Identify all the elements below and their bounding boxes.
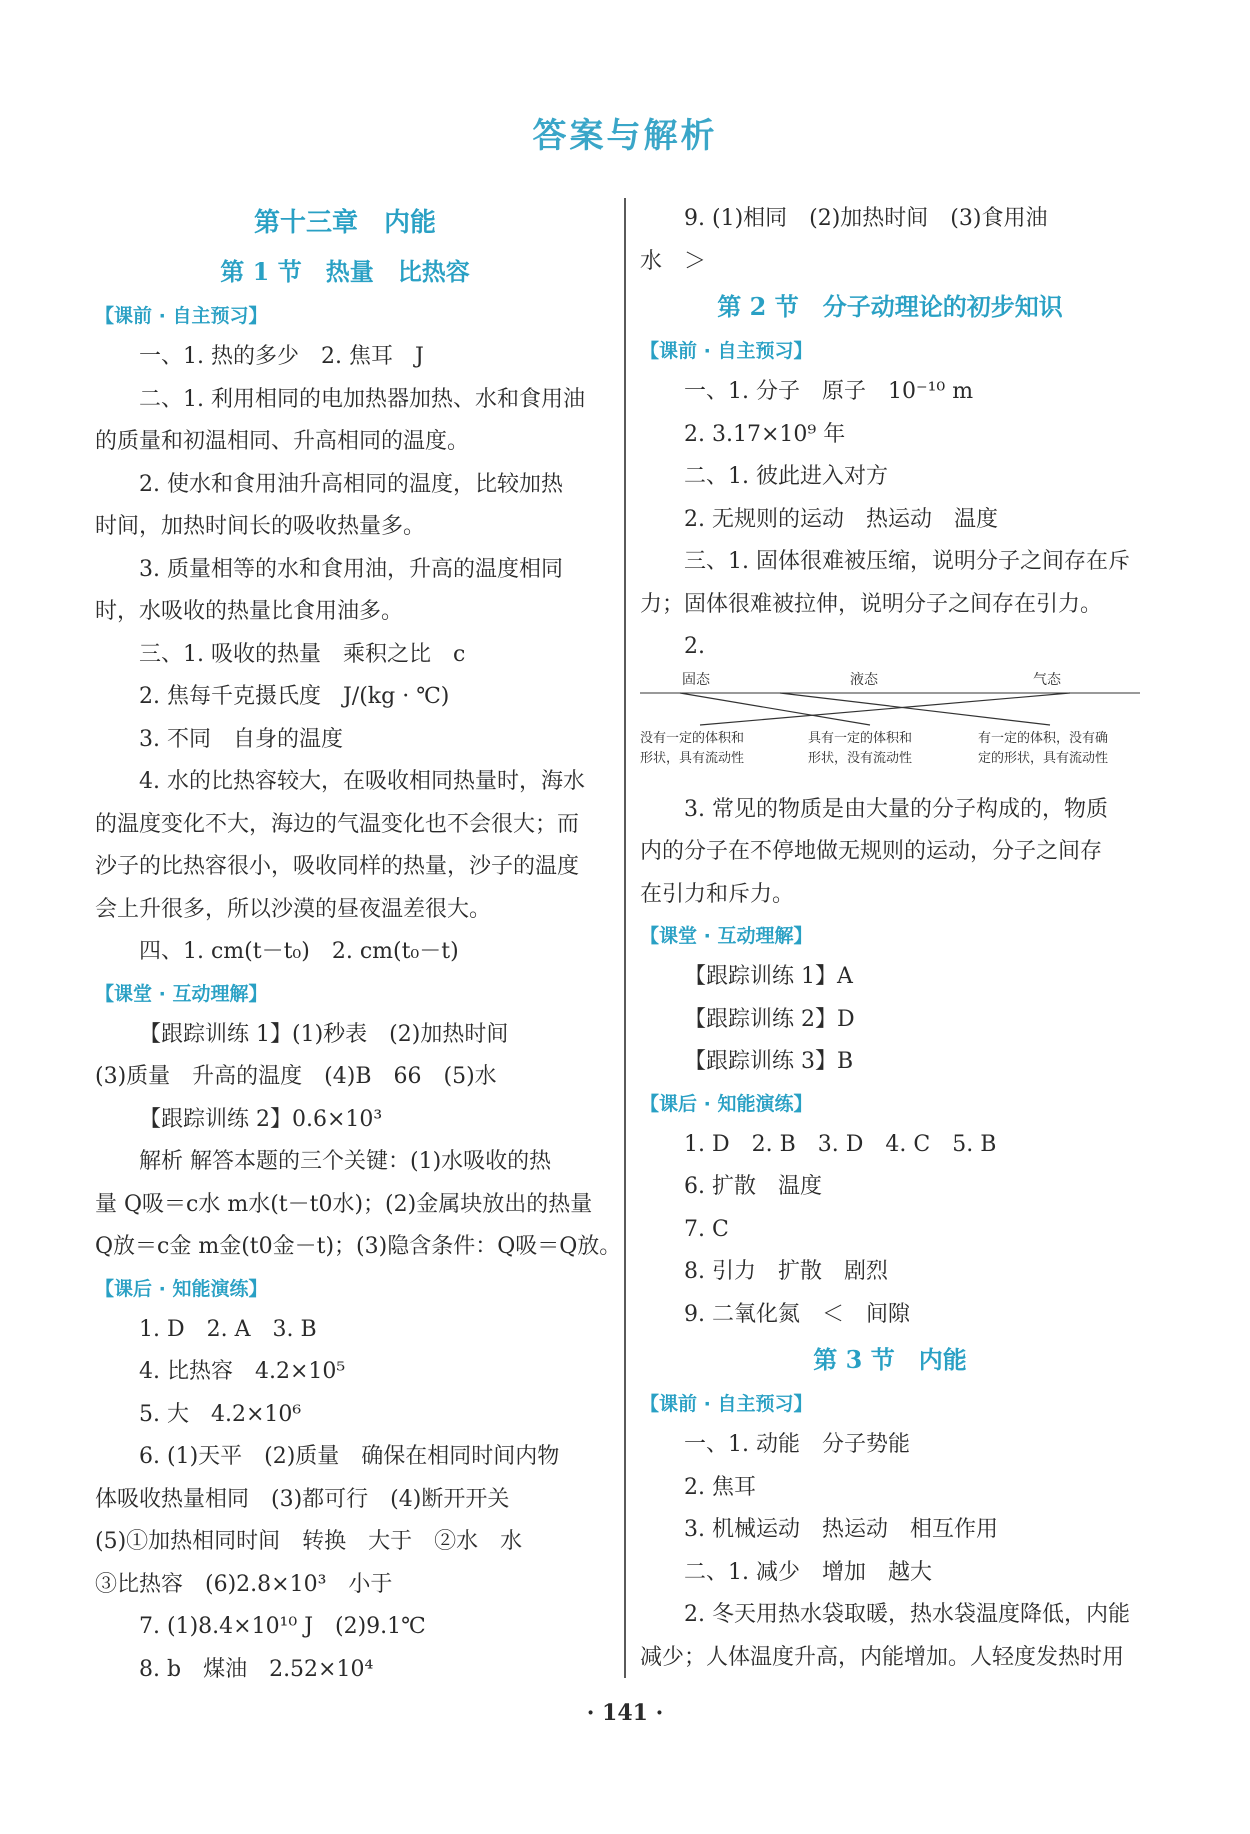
desc-2-line2: 形状，没有流动性: [808, 750, 913, 766]
column-divider: [624, 198, 626, 1678]
desc-1-line2: 形状，具有流动性: [640, 750, 745, 766]
answer-line: 的温度变化不大，海边的气温变化也不会很大；而: [95, 811, 580, 837]
answer-line: 三、1. 吸收的热量 乘积之比 c: [139, 641, 466, 667]
answer-line: 四、1. cm(t－t₀) 2. cm(t₀－t): [139, 939, 459, 964]
state-solid: 固态: [682, 671, 710, 688]
section-tag-classroom: 【课堂 · 互动理解】: [640, 925, 813, 947]
answer-line: 三、1. 固体很难被压缩，说明分子之间存在斥: [684, 549, 1130, 574]
section-tag-preview: 【课前 · 自主预习】: [640, 1393, 813, 1415]
desc-2-line1: 具有一定的体积和: [808, 730, 913, 746]
answer-line: 【跟踪训练 2】D: [684, 1006, 855, 1032]
state-gas: 气态: [1033, 671, 1061, 688]
answer-line: 二、1. 利用相同的电加热器加热、水和食用油: [139, 386, 585, 412]
answer-line: 沙子的比热容很小，吸收同样的热量，沙子的温度: [95, 854, 580, 879]
answer-line: 3. 质量相等的水和食用油，升高的温度相同: [139, 556, 563, 582]
answer-line: 【跟踪训练 2】0.6×10³: [139, 1106, 383, 1132]
answer-line: 一、1. 分子 原子 10⁻¹⁰ m: [684, 379, 974, 404]
answer-line: 1. D 2. B 3. D 4. C 5. B: [684, 1131, 997, 1157]
section-tag-after-class: 【课后 · 知能演练】: [640, 1092, 813, 1115]
analysis-line: 量 Q吸＝c水 m水(t－t0水)；(2)金属块放出的热量: [95, 1191, 593, 1217]
answer-line: 2. 焦耳: [684, 1474, 756, 1500]
answer-line: 体吸收热量相同 (3)都可行 (4)断开开关: [95, 1486, 510, 1512]
answer-line: 水 ＞: [640, 248, 707, 274]
answer-line: 3. 常见的物质是由大量的分子构成的，物质: [684, 796, 1108, 822]
answer-line: 5. 大 4.2×10⁶: [139, 1401, 302, 1427]
answer-line: 一、1. 热的多少 2. 焦耳 J: [139, 344, 424, 369]
answer-line: 4. 比热容 4.2×10⁵: [139, 1359, 346, 1384]
answer-line: 的质量和初温相同、升高相同的温度。: [95, 429, 470, 454]
states-matching-diagram: [640, 669, 1140, 789]
answer-line: 【跟踪训练 1】A: [684, 964, 853, 989]
left-column: [95, 198, 622, 1691]
answer-line: ③比热容 (6)2.8×10³ 小于: [95, 1571, 393, 1597]
page-title: 答案与解析: [532, 116, 718, 156]
answer-line: 2.: [684, 634, 705, 659]
answer-line: 2. 冬天用热水袋取暖，热水袋温度降低，内能: [684, 1602, 1130, 1627]
analysis-line: 解析 解答本题的三个关键：(1)水吸收的热: [139, 1149, 552, 1174]
page-number: · 141 ·: [586, 1700, 664, 1726]
section-heading-3: 第 3 节 内能: [813, 1345, 967, 1374]
section-tag-preview: 【课前 · 自主预习】: [640, 340, 813, 362]
section-tag-after-class: 【课后 · 知能演练】: [95, 1277, 268, 1300]
answer-line: 3. 机械运动 热运动 相互作用: [684, 1517, 998, 1542]
answer-line: 7. C: [684, 1216, 729, 1242]
chapter-heading: 第十三章 内能: [253, 208, 436, 238]
answer-line: 9. (1)相同 (2)加热时间 (3)食用油: [684, 206, 1048, 231]
answer-line: 会上升很多，所以沙漠的昼夜温差很大。: [95, 896, 492, 922]
answer-line: 【跟踪训练 1】(1)秒表 (2)加热时间: [139, 1021, 509, 1047]
answer-line: 二、1. 减少 增加 越大: [684, 1559, 932, 1585]
answer-line: 【跟踪训练 3】B: [684, 1049, 854, 1074]
answer-line: 内的分子在不停地做无规则的运动，分子之间存: [640, 839, 1103, 864]
answer-line: 时间，加热时间长的吸收热量多。: [95, 514, 426, 539]
answer-line: 3. 不同 自身的温度: [139, 726, 343, 752]
answer-line: 4. 水的比热容较大，在吸收相同热量时，海水: [139, 769, 585, 794]
answer-line: 力；固体很难被拉伸，说明分子之间存在引力。: [640, 591, 1103, 617]
section-tag-preview: 【课前 · 自主预习】: [95, 305, 268, 327]
answer-line: 2. 无规则的运动 热运动 温度: [684, 506, 998, 532]
answer-line: 2. 3.17×10⁹ 年: [684, 421, 846, 447]
analysis-line: Q放＝c金 m金(t0金－t)；(3)隐含条件：Q吸＝Q放。: [95, 1234, 622, 1259]
answer-line: 一、1. 动能 分子势能: [684, 1432, 910, 1457]
answer-line: 2. 焦每千克摄氏度 J/(kg · ℃): [139, 684, 450, 709]
answer-line: 2. 使水和食用油升高相同的温度，比较加热: [139, 471, 563, 497]
answer-line: 1. D 2. A 3. B: [139, 1316, 317, 1342]
answer-line: 在引力和斥力。: [640, 881, 795, 907]
answer-line: 9. 二氧化氮 ＜ 间隙: [684, 1301, 910, 1327]
answer-line: 6. (1)天平 (2)质量 确保在相同时间内物: [139, 1444, 560, 1469]
answer-line: 8. b 煤油 2.52×10⁴: [139, 1656, 374, 1682]
desc-1-line1: 没有一定的体积和: [640, 730, 745, 746]
section-tag-classroom: 【课堂 · 互动理解】: [95, 982, 268, 1005]
desc-3-line1: 有一定的体积，没有确: [978, 730, 1109, 746]
answer-line: 7. (1)8.4×10¹⁰ J (2)9.1℃: [139, 1614, 426, 1639]
section-heading-1: 第 1 节 热量 比热容: [220, 257, 470, 286]
right-column: [640, 198, 1140, 1679]
answer-line: 8. 引力 扩散 剧烈: [684, 1259, 888, 1284]
answer-line: (3)质量 升高的温度 (4)B 66 (5)水: [95, 1064, 497, 1089]
answer-line: (5)①加热相同时间 转换 大于 ②水 水: [95, 1529, 523, 1554]
answer-line: 二、1. 彼此进入对方: [684, 464, 888, 489]
desc-3-line2: 定的形状，具有流动性: [978, 750, 1109, 766]
match-line-solid: [680, 693, 870, 725]
answer-line: 6. 扩散 温度: [684, 1174, 822, 1199]
section-heading-2: 第 2 节 分子动理论的初步知识: [717, 292, 1063, 321]
state-liquid: 液态: [850, 671, 878, 688]
answer-line: 时，水吸收的热量比食用油多。: [95, 599, 404, 624]
answer-line: 减少；人体温度升高，内能增加。人轻度发热时用: [640, 1644, 1125, 1670]
